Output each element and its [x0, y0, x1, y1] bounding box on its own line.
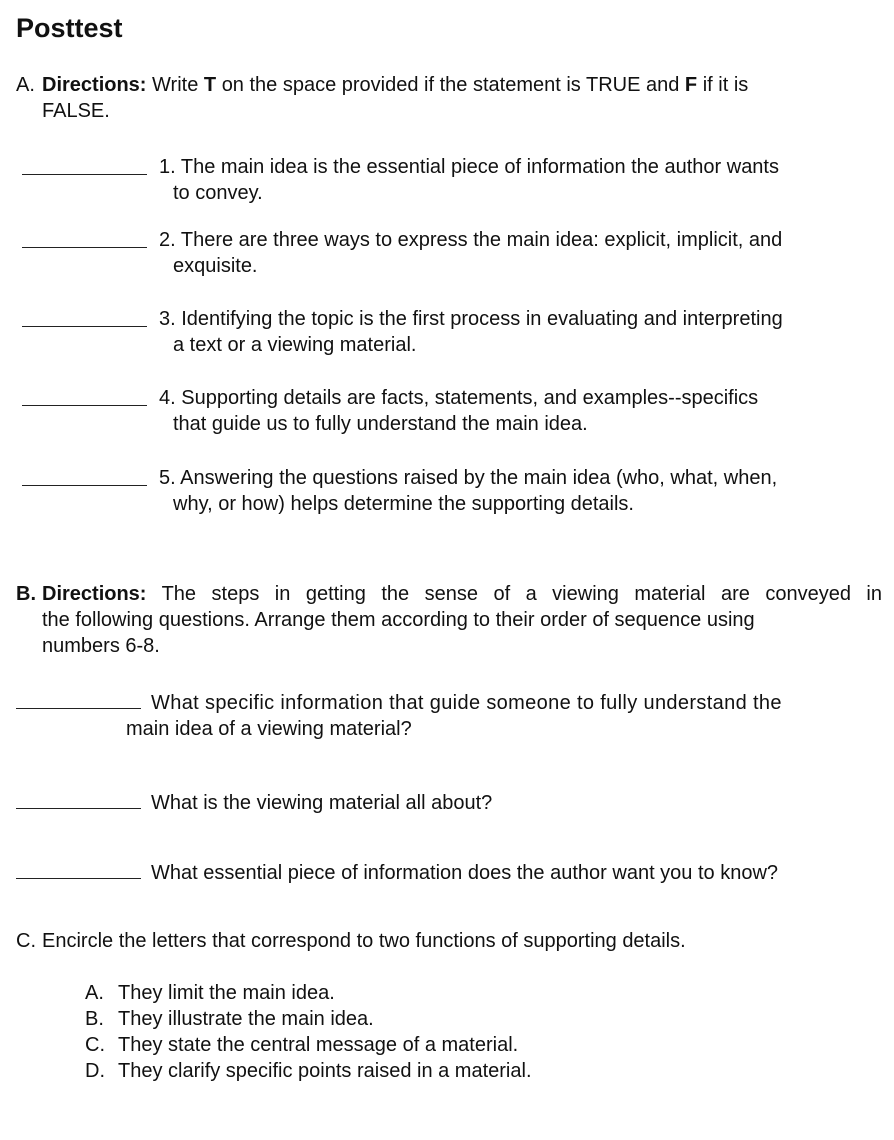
tf-item-text-cont: a text or a viewing material. [173, 334, 417, 356]
seq-item-text: What is the viewing material all about? [151, 792, 493, 814]
section-b-text-line2: the following questions. Arrange them according to their order of sequence using [42, 609, 755, 631]
answer-blank-1[interactable] [22, 154, 147, 175]
choice-text: They clarify specific points raised in a material. [118, 1060, 532, 1082]
seq-item-text: What essential piece of information does the author want you to know? [151, 862, 779, 884]
section-b-text-line1: The steps in getting the sense of a viewing material are conveyed in [161, 583, 882, 605]
seq-item-2 [16, 788, 882, 816]
tf-item-text-cont: why, or how) helps determine the supporting details. [173, 493, 634, 515]
sequence-blank-3[interactable] [16, 858, 141, 879]
choice-list [85, 980, 532, 1084]
section-b-letter: B. [16, 583, 36, 605]
tf-item-text: 5. Answering the questions raised by the main idea (who, what, when, [159, 467, 778, 489]
sequence-blank-2[interactable] [16, 788, 141, 809]
true-letter: T [203, 74, 217, 96]
section-a-text-after: if it is [702, 74, 749, 96]
tf-item-text-cont: that guide us to fully understand the main idea. [173, 413, 588, 435]
choice-letter[interactable]: A. [85, 982, 104, 1004]
seq-item-text-cont: main idea of a viewing material? [126, 718, 412, 740]
choice-letter[interactable]: D. [85, 1060, 105, 1082]
seq-item-1 [16, 688, 882, 742]
tf-item-text: 2. There are three ways to express the main idea: explicit, implicit, and [159, 229, 783, 251]
tf-item-text: 4. Supporting details are facts, statements, and examples--specifics [159, 387, 759, 409]
section-b-directions [16, 581, 882, 659]
choice-text: They state the central message of a material. [118, 1034, 519, 1056]
choice-text: They illustrate the main idea. [118, 1008, 374, 1030]
section-a-label: Directions: [42, 74, 147, 96]
section-a-text: Write [152, 74, 199, 96]
section-a-text-mid: on the space provided if the statement is TRUE and [221, 74, 680, 96]
section-a-directions [16, 72, 882, 124]
sequence-blank-1[interactable] [16, 688, 141, 709]
choice-d[interactable] [85, 1058, 532, 1084]
section-b-text-line3: numbers 6-8. [42, 635, 160, 657]
section-c-letter: C. [16, 930, 36, 952]
answer-blank-3[interactable] [22, 306, 147, 327]
choice-letter[interactable]: B. [85, 1008, 104, 1030]
choice-text: They limit the main idea. [118, 982, 335, 1004]
tf-item-text: 1. The main idea is the essential piece of information the author wants [159, 156, 779, 178]
section-c-directions [16, 928, 882, 954]
seq-item-text: What specific information that guide someone to fully understand the [151, 692, 782, 714]
choice-a[interactable] [85, 980, 532, 1006]
choice-letter[interactable]: C. [85, 1034, 105, 1056]
section-a-letter: A. [16, 74, 35, 96]
section-a-text-line2: FALSE. [42, 100, 110, 122]
tf-item-text-cont: exquisite. [173, 255, 258, 277]
answer-blank-4[interactable] [22, 385, 147, 406]
choice-b[interactable] [85, 1006, 532, 1032]
answer-blank-5[interactable] [22, 465, 147, 486]
false-letter: F [684, 74, 698, 96]
choice-c[interactable] [85, 1032, 532, 1058]
answer-blank-2[interactable] [22, 227, 147, 248]
tf-item-text: 3. Identifying the topic is the first process in evaluating and interpreting [159, 308, 783, 330]
page-title: Posttest [16, 13, 123, 43]
seq-item-3 [16, 858, 882, 886]
tf-item-text-cont: to convey. [173, 182, 263, 204]
section-c-text: Encircle the letters that correspond to two functions of supporting details. [42, 930, 686, 952]
section-b-label: Directions: [42, 583, 147, 605]
